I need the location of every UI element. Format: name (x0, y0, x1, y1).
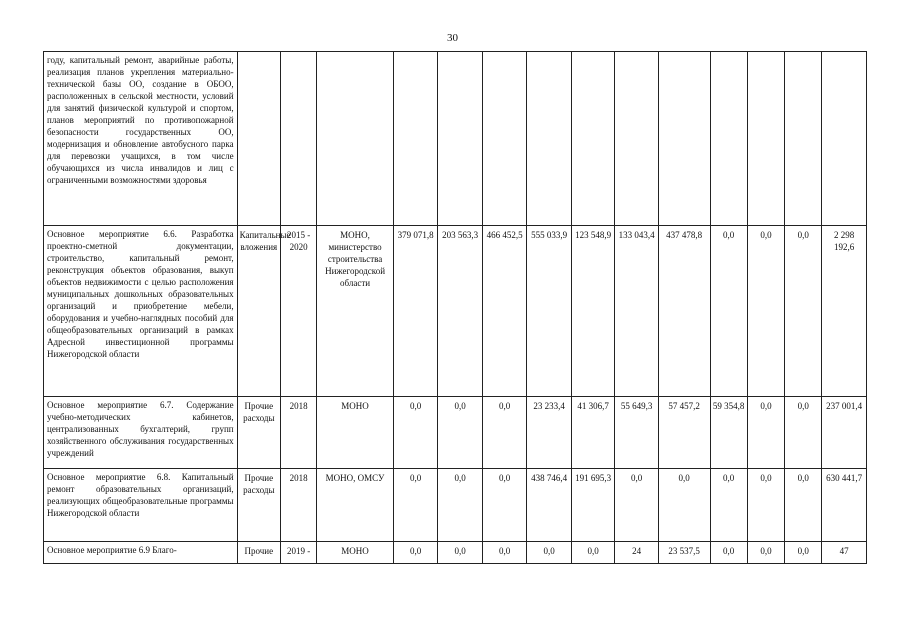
value-cell (658, 52, 710, 226)
value-cell: 0,0 (393, 397, 438, 469)
value-cell: 0,0 (438, 469, 483, 542)
value-cell: 0,0 (747, 542, 784, 564)
value-cell: 0,0 (785, 469, 822, 542)
executor: МОНО, ОМСУ (317, 469, 394, 542)
value-cell (615, 52, 658, 226)
value-cell: 0,0 (527, 542, 572, 564)
value-cell: 59 354,8 (710, 397, 747, 469)
expense-type: Прочие расходы (237, 397, 280, 469)
value-cell: 0,0 (710, 469, 747, 542)
value-cell: 0,0 (393, 542, 438, 564)
value-cell: 0,0 (747, 469, 784, 542)
executor: МОНО, министерство строительства Нижегородской области (317, 226, 394, 397)
executor (317, 52, 394, 226)
value-cell: 0,0 (747, 397, 784, 469)
budget-table (43, 51, 867, 564)
period: 2018 (281, 397, 317, 469)
period: 2019 - (281, 542, 317, 564)
total-cell: 2 298 192,6 (822, 226, 867, 397)
value-cell: 0,0 (785, 226, 822, 397)
activity-description: Основное мероприятие 6.6. Разработка проектно-сметной документации, строительство, капитальный ремонт, реконструкция объектов образования, выкуп объектов недвижимости с целью расположения муниципальных дошкольных образовательных организаций и приобретение мебели, оборудования и учебно-наглядных пособий для общеобразовательных организаций в рамках Адресной инвестиционной программы Нижегородской области (44, 226, 238, 397)
page-number: 30 (447, 32, 458, 44)
value-cell: 0,0 (658, 469, 710, 542)
value-cell: 55 649,3 (615, 397, 658, 469)
value-cell: 133 043,4 (615, 226, 658, 397)
table-row (44, 397, 867, 469)
executor: МОНО (317, 397, 394, 469)
activity-description: году, капитальный ремонт, аварийные работы, реализация планов укрепления материально-технической базы ОО, создание в ОБОО, расположенных в сельской местности, условий для занятий физической культурой и спортом, планов мероприятий по противопожарной безопасности государственных ОО, модернизация и обновление автобусного парка для перевозки учащихся, в том числе обучающихся из числа инвалидов и лиц с ограниченными возможностями здоровья (44, 52, 238, 226)
total-cell: 630 441,7 (822, 469, 867, 542)
value-cell: 0,0 (615, 469, 658, 542)
value-cell: 203 563,3 (438, 226, 483, 397)
value-cell (438, 52, 483, 226)
value-cell (393, 52, 438, 226)
value-cell: 0,0 (785, 542, 822, 564)
value-cell: 57 457,2 (658, 397, 710, 469)
table-row (44, 469, 867, 542)
activity-description: Основное мероприятие 6.9 Благо- (44, 542, 238, 564)
total-cell (822, 52, 867, 226)
value-cell: 555 033,9 (527, 226, 572, 397)
activity-description: Основное мероприятие 6.7. Содержание учебно-методических кабинетов, централизованных бухгалтерий, групп хозяйственного обслуживания государственных учреждений (44, 397, 238, 469)
value-cell: 0,0 (482, 469, 527, 542)
value-cell: 0,0 (438, 397, 483, 469)
executor: МОНО (317, 542, 394, 564)
value-cell: 466 452,5 (482, 226, 527, 397)
value-cell: 437 478,8 (658, 226, 710, 397)
value-cell (785, 52, 822, 226)
value-cell: 123 548,9 (571, 226, 614, 397)
expense-type (237, 52, 280, 226)
value-cell: 41 306,7 (571, 397, 614, 469)
value-cell (571, 52, 614, 226)
period: 2015 - 2020 (281, 226, 317, 397)
total-cell: 237 001,4 (822, 397, 867, 469)
value-cell: 438 746,4 (527, 469, 572, 542)
table-row (44, 542, 867, 564)
value-cell: 0,0 (710, 226, 747, 397)
value-cell: 23 233,4 (527, 397, 572, 469)
value-cell: 0,0 (482, 397, 527, 469)
expense-type: Капитальные вложения (237, 226, 280, 397)
value-cell: 191 695,3 (571, 469, 614, 542)
table-row (44, 226, 867, 397)
value-cell (527, 52, 572, 226)
value-cell (482, 52, 527, 226)
value-cell: 0,0 (747, 226, 784, 397)
expense-type: Прочие расходы (237, 469, 280, 542)
value-cell (710, 52, 747, 226)
period: 2018 (281, 469, 317, 542)
total-cell: 47 (822, 542, 867, 564)
period (281, 52, 317, 226)
value-cell: 0,0 (571, 542, 614, 564)
table-row (44, 52, 867, 226)
value-cell: 0,0 (482, 542, 527, 564)
value-cell: 379 071,8 (393, 226, 438, 397)
value-cell (747, 52, 784, 226)
value-cell: 0,0 (393, 469, 438, 542)
value-cell: 0,0 (785, 397, 822, 469)
value-cell: 0,0 (710, 542, 747, 564)
value-cell: 0,0 (438, 542, 483, 564)
value-cell: 23 537,5 (658, 542, 710, 564)
value-cell: 24 (615, 542, 658, 564)
activity-description: Основное мероприятие 6.8. Капитальный ремонт образовательных организаций, реализующих общеобразовательные программы Нижегородской области (44, 469, 238, 542)
expense-type: Прочие (237, 542, 280, 564)
